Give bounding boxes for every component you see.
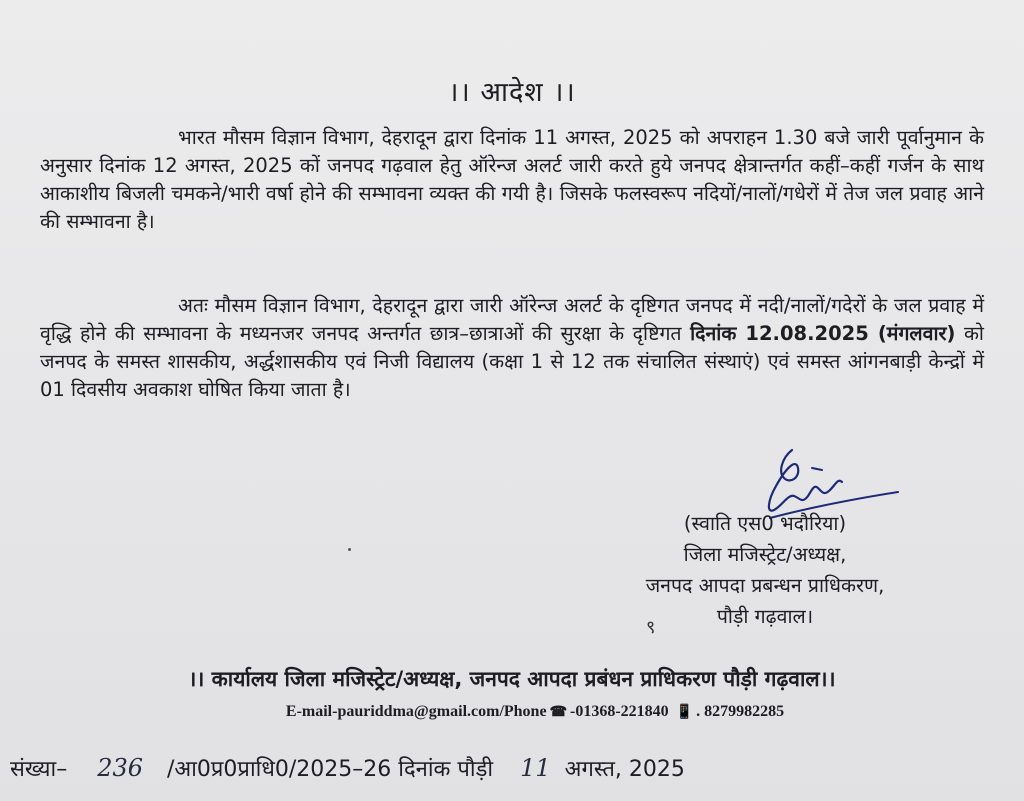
handwritten-mark: ९ xyxy=(646,617,656,638)
signatory-authority: जनपद आपदा प्रबन्धन प्राधिकरण, xyxy=(645,574,885,597)
signatory-place: पौड़ी गढ़वाल। xyxy=(716,605,814,628)
reference-line xyxy=(10,753,1010,783)
office-footer-title: ।। कार्यालय जिला मजिस्ट्रेट/अध्यक्ष, जनपद आपदा प्रबंधन प्राधिकरण पौड़ी गढ़वाल।। xyxy=(188,667,836,691)
contact-email: E-mail-pauriddma@gmail.com/Phone xyxy=(285,703,547,720)
holiday-date: दिनांक 12.08.2025 (मंगलवार) xyxy=(690,322,956,345)
signatory-designation: जिला मजिस्ट्रेट/अध्यक्ष, xyxy=(683,543,847,566)
order-heading: ।। आदेश ।। xyxy=(448,77,576,108)
signatory-name: (स्वाति एस0 भदौरिया) xyxy=(683,512,847,535)
contact-line xyxy=(0,703,1024,721)
phone-icon: ☎ xyxy=(549,705,568,720)
signature-block xyxy=(600,508,930,632)
contact-phone: -01368-221840 xyxy=(570,703,669,720)
stray-dot xyxy=(348,548,351,551)
reference-label: संख्या– xyxy=(10,757,68,782)
reference-day: 11 xyxy=(520,754,551,782)
paragraph-forecast xyxy=(40,124,984,236)
paragraph-order-text-after: को जनपद के समस्त शासकीय, अर्द्धशासकीय एवं निजी विद्यालय (कक्षा 1 से 12 तक संचालित संस्थाएं) एवं समस्त आंगनबाड़ी केन्द्रों में 01 दिवसीय अवकाश घोषित किया जाता है। xyxy=(40,322,984,401)
paragraph-order-text-before: अतः मौसम विज्ञान विभाग, देहरादून द्वारा जारी ऑरेन्ज अलर्ट के दृष्टिगत जनपद में नदी/नालों/गदेरों के जल प्रवाह में वृद्धि होने की सम्भावना के मध्यनजर जनपद अन्तर्गत छात्र–छात्राओं की सुरक्षा के दृष्टिगत xyxy=(40,294,984,345)
reference-number: 236 xyxy=(97,754,144,782)
mobile-phone-icon: 📱 xyxy=(675,705,694,720)
paragraph-order xyxy=(40,292,984,404)
reference-month-year: अगस्त, 2025 xyxy=(564,757,685,782)
paragraph-forecast-text: भारत मौसम विज्ञान विभाग, देहरादून द्वारा दिनांक 11 अगस्त, 2025 को अपराहन 1.30 बजे जारी पूर्वानुमान के अनुसार दिनांक 12 अगस्त, 2025 कों जनपद गढ़वाल हेतु ऑरेन्ज अलर्ट जारी करते हुये जनपद क्षेत्रान्तर्गत कहीं–कहीं गर्जन के साथ आकाशीय बिजली चमकने/भारी वर्षा होने की सम्भावना व्यक्त की गयी है। जिसके फलस्वरूप नदियों/नालों/गधेरों में तेज जल प्रवाह आने की सम्भावना है। xyxy=(40,126,984,233)
reference-code: /आ0प्र0प्राधि0/2025–26 दिनांक पौड़ी xyxy=(167,757,494,782)
contact-mobile: . 8279982285 xyxy=(696,703,785,720)
